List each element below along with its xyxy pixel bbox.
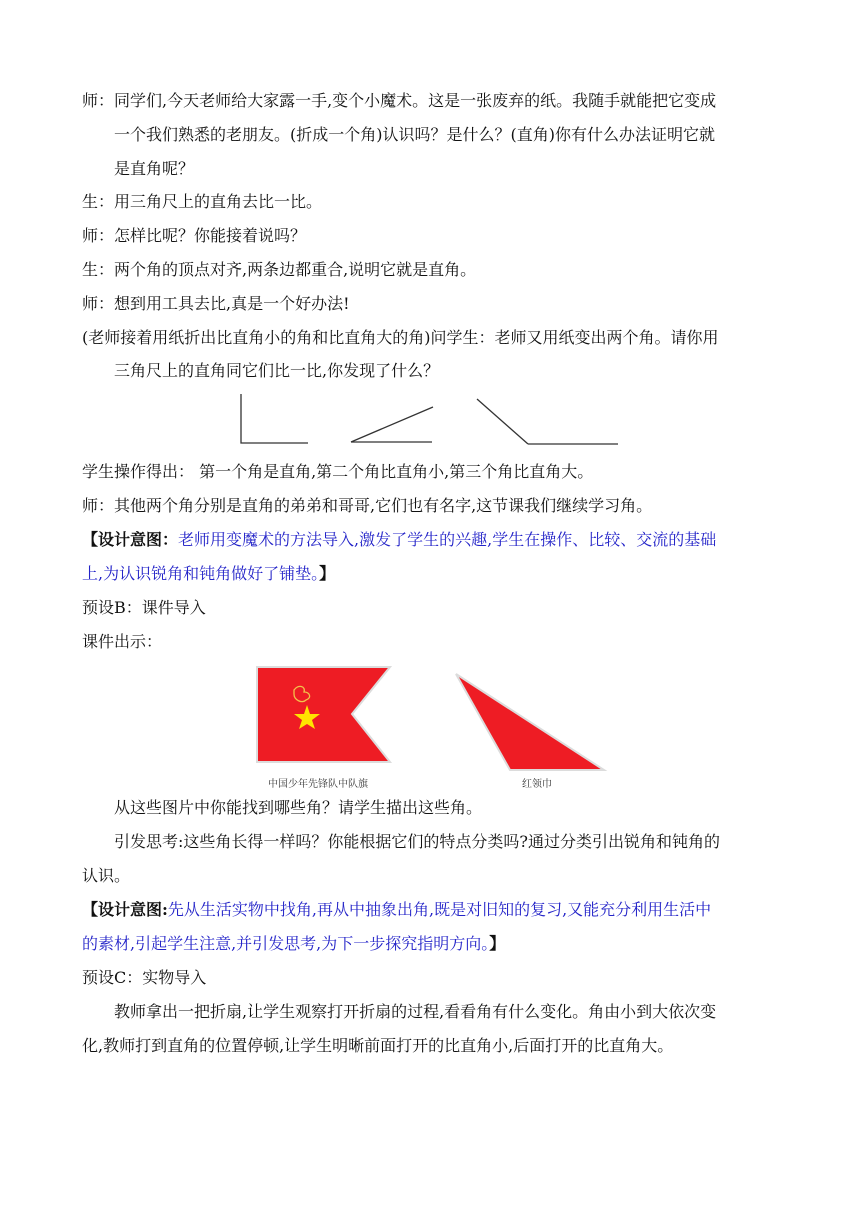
- pioneer-flag-image: [254, 664, 394, 774]
- teacher-line-2: 一个我们熟悉的老朋友。(折成一个角)认识吗？是什么？(直角)你有什么办法证明它就: [114, 125, 715, 144]
- acute-angle: [351, 407, 433, 442]
- student-line-1: 生：用三角尺上的直角去比一比。: [82, 192, 323, 211]
- design-intent-2-line-2: [82, 933, 782, 955]
- student-line-2: 生：两个角的顶点对齐,两条边都重合,说明它就是直角。: [82, 260, 477, 279]
- thinking-line-2: 认识。: [82, 866, 131, 885]
- preset-b-heading: 预设B：课件导入: [82, 598, 206, 617]
- right-angle: [241, 394, 308, 443]
- obtuse-angle: [477, 399, 618, 444]
- preset-c-heading: 预设C：实物导入: [82, 968, 207, 987]
- red-scarf-image: [452, 670, 612, 774]
- scarf-caption: 红领巾: [522, 779, 552, 790]
- thinking-line-1: 引发思考:这些角长得一样吗？你能根据它们的特点分类吗?通过分类引出锐角和钝角的: [114, 832, 720, 851]
- design-intent-text-2: 上,为认识锐角和钝角做好了铺垫。: [82, 564, 320, 583]
- design-intent-2: [82, 899, 782, 921]
- design-intent-label: 【设计意图：: [82, 530, 179, 549]
- teacher-line-1: 师：同学们,今天老师给大家露一手,变个小魔术。这是一张废弃的纸。我随手就能把它变成: [82, 91, 717, 110]
- teacher-line-5: 师：想到用工具去比,真是一个好办法!: [82, 294, 350, 313]
- teacher-line-4: 师：怎样比呢？你能接着说吗？: [82, 226, 307, 245]
- teacher-line-7: 三角尺上的直角同它们比一比,你发现了什么？: [114, 361, 440, 380]
- flag-caption: 中国少年先锋队中队旗: [268, 779, 368, 790]
- courseware-display-label: 课件出示：: [82, 632, 163, 651]
- design-intent-close: 】: [319, 564, 336, 583]
- fan-line-2: 化,教师打到直角的位置停顿,让学生明晰前面打开的比直角小,后面打开的比直角大。: [82, 1036, 674, 1055]
- design-intent-2-label: 【设计意图:: [82, 900, 168, 919]
- design-intent-1: [82, 529, 782, 551]
- design-intent-2-text: 先从生活实物中找角,再从中抽象出角,既是对旧知的复习,又能充分利用生活中: [167, 900, 712, 919]
- student-result-line: 学生操作得出： 第一个角是直角,第二个角比直角小,第三个角比直角大。: [82, 462, 594, 481]
- teacher-line-3: 是直角呢？: [114, 159, 195, 178]
- teacher-line-6: (老师接着用纸折出比直角小的角和比直角大的角)问学生：老师又用纸变出两个角。请你用: [82, 328, 719, 347]
- question-line: 从这些图片中你能找到哪些角？请学生描出这些角。: [114, 798, 483, 817]
- fan-line-1: 教师拿出一把折扇,让学生观察打开折扇的过程,看看角有什么变化。角由小到大依次变: [114, 1002, 717, 1021]
- angle-figures: [230, 392, 630, 448]
- design-intent-1-line-2: [82, 563, 782, 585]
- design-intent-2-close: 】: [489, 934, 506, 953]
- design-intent-text: 老师用变魔术的方法导入,激发了学生的兴趣,学生在操作、比较、交流的基础: [178, 530, 717, 549]
- teacher-line-8: 师：其他两个角分别是直角的弟弟和哥哥,它们也有名字,这节课我们继续学习角。: [82, 496, 653, 515]
- design-intent-2-text-2: 的素材,引起学生注意,并引发思考,为下一步探究指明方向。: [82, 934, 490, 953]
